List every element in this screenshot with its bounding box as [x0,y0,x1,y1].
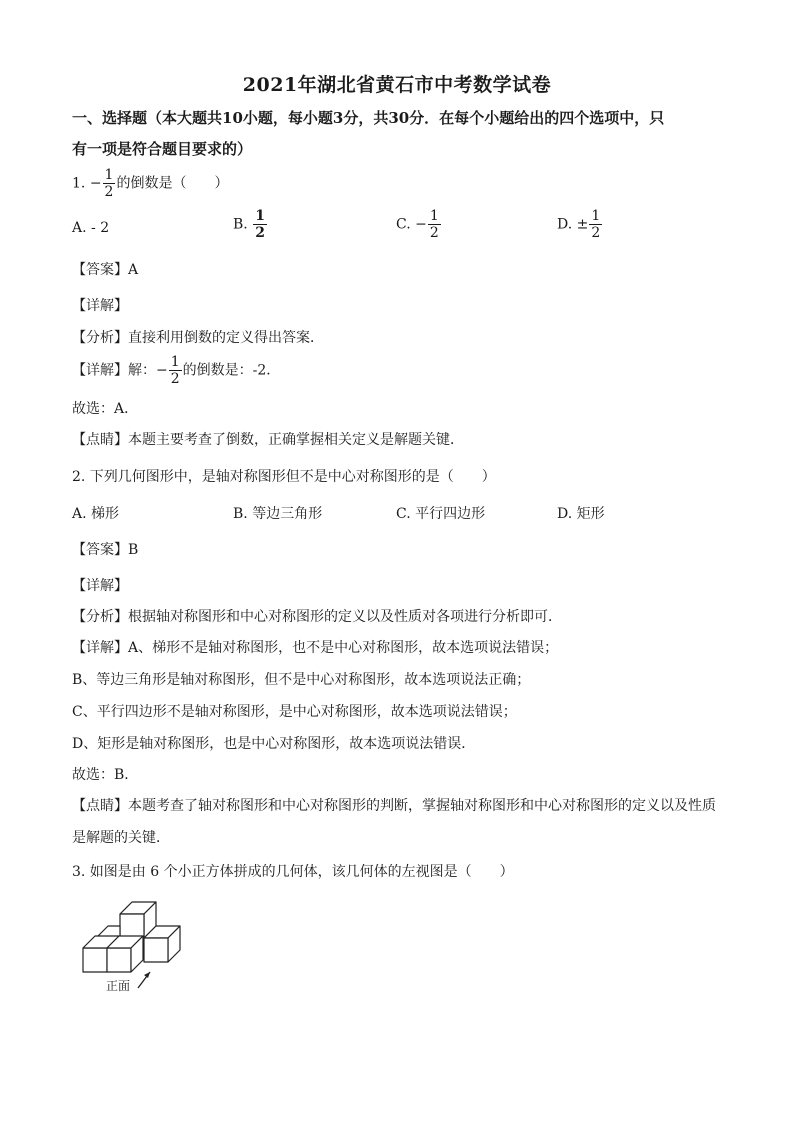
cube-drawing [78,890,193,995]
q1-comment: 【点睛】本题主要考查了倒数，正确掌握相关定义是解题关键． [72,432,464,448]
q2-option-d: D. 矩形 [557,506,605,522]
front-label: 正面 [106,979,131,993]
section-heading-line1: 一、选择题（本大题共10小题，每小题3分，共30分．在每个小题给出的四个选项中，只 [72,109,665,127]
q1-stem [72,168,228,199]
q2-comment-line1: 【点睛】本题考查了轴对称图形和中心对称图形的判断，掌握轴对称图形和中心对称图形的定义以及性质 [72,798,716,814]
q1-answer [72,260,138,280]
q2-analysis: 【分析】根据轴对称图形和中心对称图形的定义以及性质对各项进行分析即可． [72,609,562,625]
page-title: 2021年湖北省黄石市中考数学试卷 [242,74,552,96]
fraction-one-half: $\frac{1}{2}$ [429,208,439,241]
q1-option-b: B. $\frac{1}{2}$ [233,208,265,241]
q1-stem-tail: 的倒数是（ ） [116,175,229,192]
fraction-one-half: $\frac{1}{2}$ [104,167,114,200]
q1-option-c: C. − $\frac{1}{2}$ [396,208,439,241]
q2-detail-heading: 【详解】 [72,578,128,594]
q1-option-d: D. ± $\frac{1}{2}$ [557,208,601,241]
q3-stem: 3. 如图是由 6 个小正方体拼成的几何体，该几何体的左视图是（ ） [72,864,514,880]
q2-stem: 2. 下列几何图形中，是轴对称图形但不是中心对称图形的是（ ） [72,469,496,485]
q1-detail: 【详解】解：− $\frac{1}{2}$ 的倒数是：-2． [72,354,281,387]
q2-detail-b: B、等边三角形是轴对称图形，但不是中心对称图形，故本选项说法正确； [72,672,531,688]
q2-detail-a: 【详解】A、梯形不是轴对称图形，也不是中心对称图形，故本选项说法错误； [72,640,559,656]
q2-answer: 【答案】B [72,542,139,558]
q1-analysis: 【分析】直接利用倒数的定义得出答案． [72,330,324,346]
fraction-one-half-bold: $\frac{1}{2}$ [255,208,265,241]
q1-number: 1. [72,175,86,192]
q2-choose: 故选：B． [72,767,139,783]
q2-comment-line2: 是解题的关键． [72,830,170,846]
q1-answer-value: A [128,262,139,278]
q2-detail-d: D、矩形是轴对称图形，也是中心对称图形，故本选项说法错误． [72,736,476,752]
fraction-one-half: $\frac{1}{2}$ [170,354,180,387]
q1-detail-heading: 【详解】 [72,298,128,314]
q2-detail-c: C、平行四边形不是轴对称图形，是中心对称图形，故本选项说法错误； [72,704,517,720]
minus-sign: − [89,175,102,192]
q2-option-b: B. 等边三角形 [233,506,323,522]
answer-tag: 【答案】 [72,262,128,278]
q2-option-c: C. 平行四边形 [396,506,486,522]
q1-option-a: A. - 2 [72,220,110,236]
q2-answer-value: B [128,542,139,558]
section-heading-line2: 有一项是符合题目要求的） [72,140,253,158]
q1-choose: 故选：A． [72,401,139,417]
cube-figure [78,890,193,995]
front-arrow-head [144,972,150,978]
fraction-one-half: $\frac{1}{2}$ [591,208,601,241]
q2-option-a: A. 梯形 [72,506,120,522]
